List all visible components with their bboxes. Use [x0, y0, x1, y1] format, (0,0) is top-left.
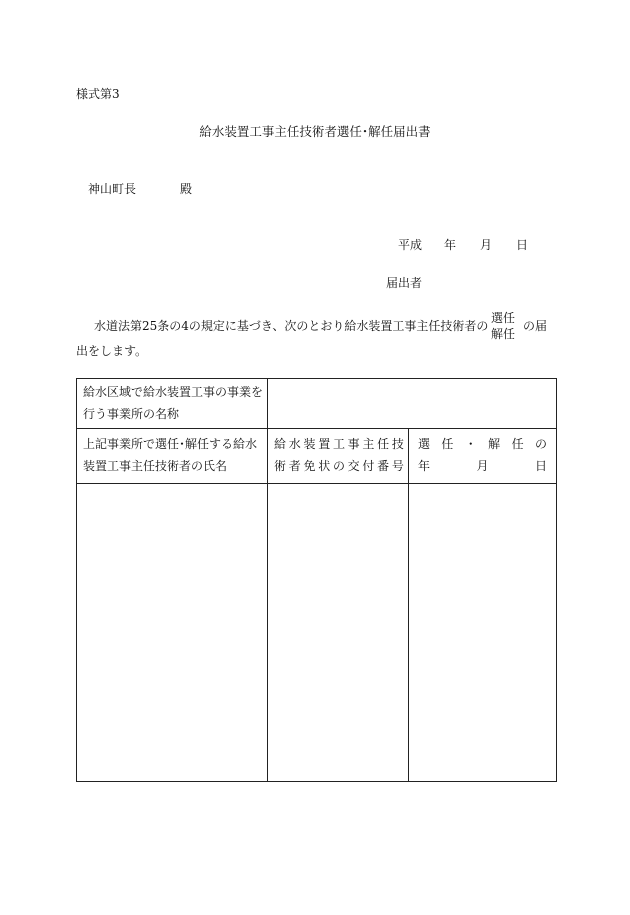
body-line-2: 出をします。 [76, 344, 148, 358]
body-line-1-tail: の届 [523, 319, 548, 333]
date-header-line-1: 選 任 ・ 解 任 の [418, 437, 547, 451]
choice-appoint: 選任 [491, 311, 516, 325]
technician-name-header: 上記事業所で選任･解任する給水 装置工事主任技術者の氏名 [83, 437, 258, 473]
office-name-label: 給水区域で給水装置工事の事業を 行う事業所の名称 [83, 385, 264, 421]
submitter-label: 届出者 [386, 276, 423, 290]
appointment-date-entry[interactable] [409, 484, 556, 782]
license-number-header [274, 433, 404, 477]
date-line [398, 236, 528, 253]
license-header-line-2: 術 者 免 状 の 交 付 番 号 [274, 459, 404, 473]
recipient-honorific: 殿 [180, 182, 193, 196]
license-header-line-1: 給 水 装 置 工 事 主 任 技 [274, 437, 404, 451]
recipient-name: 神山町長 [88, 182, 137, 196]
form-number: 様式第3 [76, 87, 120, 101]
date-day-unit: 日 [516, 238, 529, 252]
technician-name-entry[interactable] [77, 484, 267, 782]
appointment-date-header [418, 433, 547, 477]
choice-dismiss: 解任 [491, 327, 516, 341]
date-year-unit: 年 [444, 238, 457, 252]
date-era: 平成 [398, 238, 423, 252]
license-number-entry[interactable] [268, 484, 408, 782]
registration-table [76, 378, 557, 782]
date-month-unit: 月 [480, 238, 493, 252]
body-line-1: 水道法第25条の4の規定に基づき、次のとおり給水装置工事主任技術者の [94, 319, 489, 333]
recipient [88, 180, 192, 197]
appoint-dismiss-choice [491, 310, 515, 342]
table-row-divider [77, 428, 556, 429]
date-header-line-2: 年 月 日 [418, 459, 547, 473]
document-title: 給水装置工事主任技術者選任･解任届出書 [199, 124, 431, 139]
